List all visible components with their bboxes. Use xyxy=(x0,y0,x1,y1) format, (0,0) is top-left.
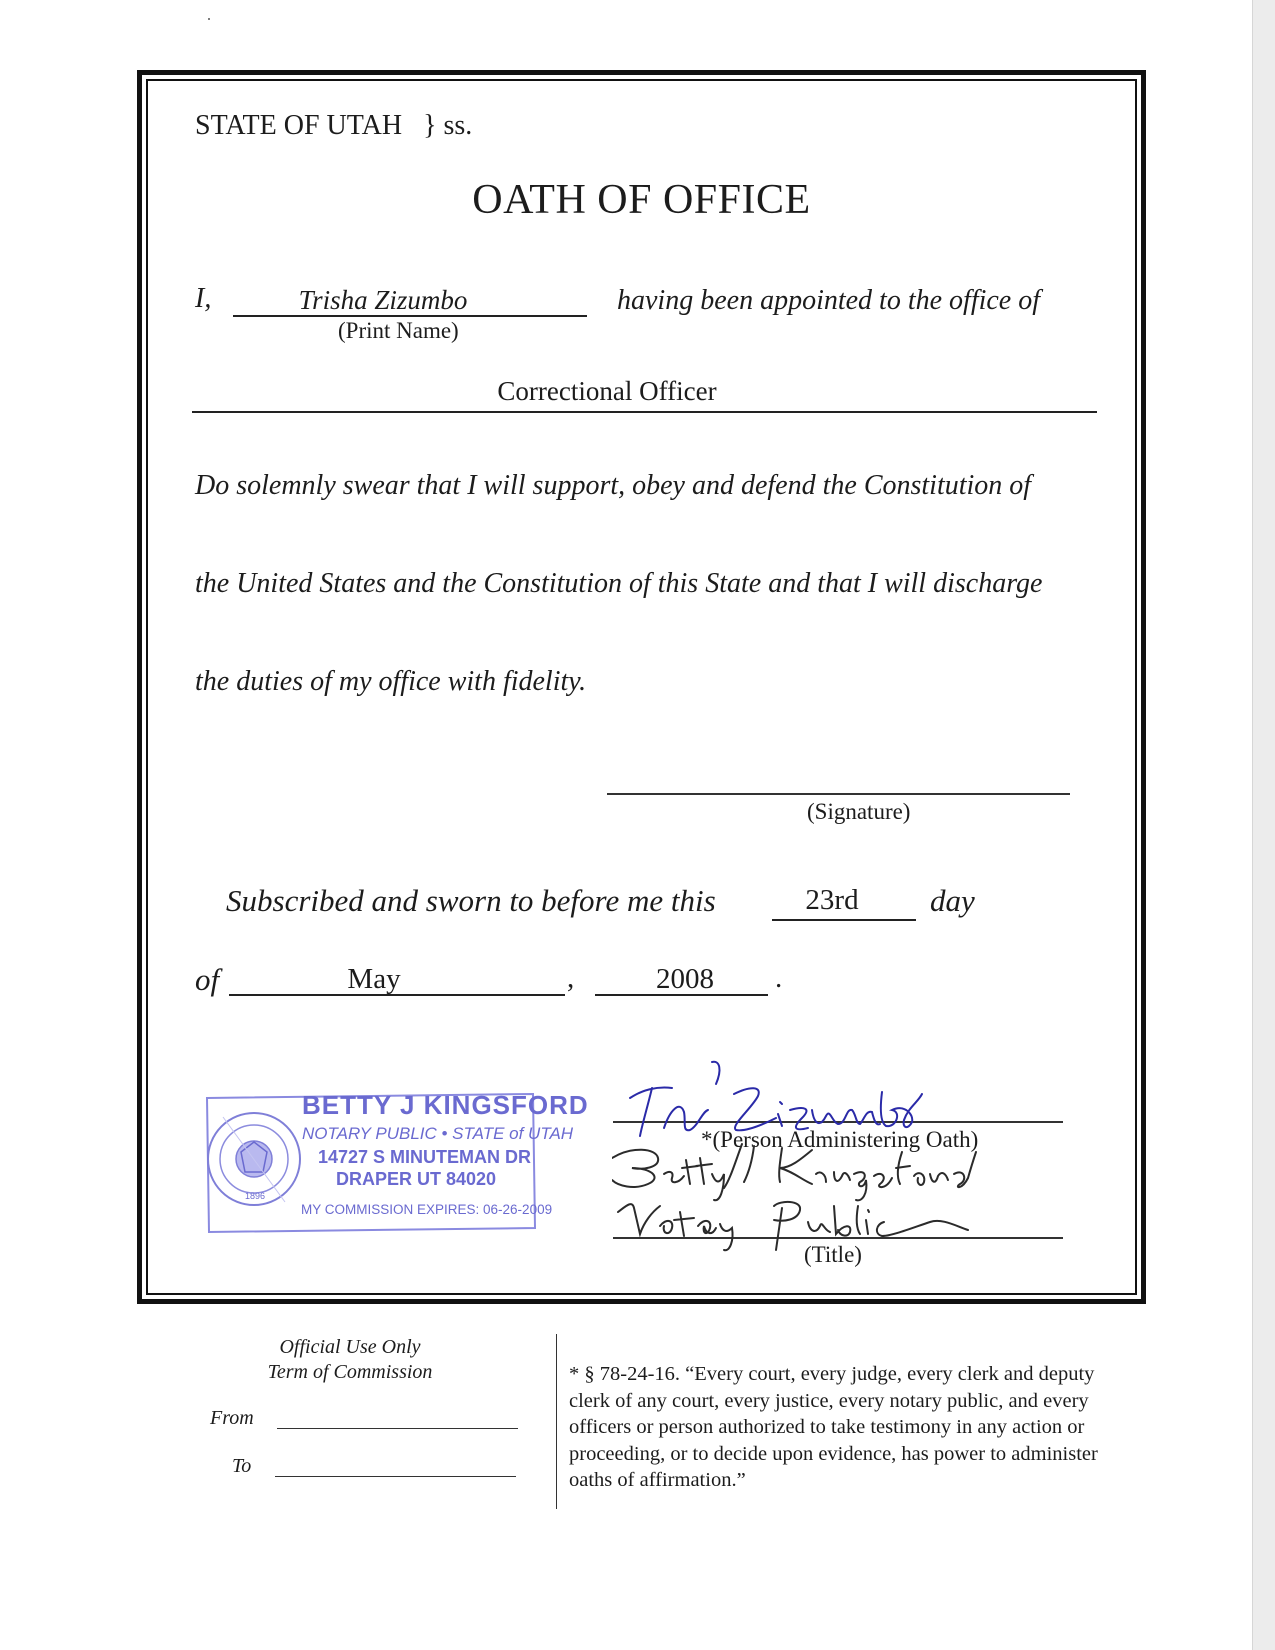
of-word: of xyxy=(195,962,220,997)
signature-caption: (Signature) xyxy=(807,799,911,824)
sworn-prefix: Subscribed and sworn to before me this xyxy=(226,883,716,918)
seal-year: 1896 xyxy=(245,1191,266,1201)
scan-speck xyxy=(208,18,210,20)
oath-line-2: the United States and the Constitution of this State and that I will discharge xyxy=(195,568,1043,599)
oath-line-1: Do solemnly swear that I will support, obey and defend the Constitution of xyxy=(195,470,1032,501)
page-edge xyxy=(1252,0,1275,1650)
term-of-commission-label: Term of Commission xyxy=(267,1361,433,1383)
to-field-line xyxy=(275,1476,516,1477)
office-field: Correctional Officer xyxy=(497,376,717,406)
stamp-address-1: 14727 S MINUTEMAN DR xyxy=(318,1147,532,1167)
year-field-line xyxy=(595,994,768,996)
footer-divider xyxy=(556,1334,557,1509)
handwritten-signatures-icon xyxy=(612,1050,1092,1260)
ss-label: } ss. xyxy=(423,110,473,141)
year-field: 2008 xyxy=(656,963,714,995)
oath-line-3: the duties of my office with fidelity. xyxy=(195,666,587,697)
date-period: . xyxy=(775,962,783,994)
month-field-line xyxy=(229,994,565,996)
administering-caption: *(Person Administering Oath) xyxy=(701,1127,979,1152)
stamp-expires: MY COMMISSION EXPIRES: 06-26-2009 xyxy=(301,1202,553,1217)
state-heading xyxy=(195,110,472,142)
name-field: Trisha Zizumbo xyxy=(298,285,468,315)
statute-text: * § 78-24-16. “Every court, every judge, every clerk and deputy clerk of any court, every justice, every notary public, and every officers or person authorized to take testimony in any action or proceeding, or to decide upon evidence, has power to administer oaths of affirmation.” xyxy=(569,1363,1098,1491)
page-title: OATH OF OFFICE xyxy=(472,177,811,223)
i-label: I, xyxy=(195,283,212,314)
office-field-line xyxy=(192,411,1097,413)
day-field: 23rd xyxy=(805,884,859,916)
date-comma: , xyxy=(567,962,575,994)
title-caption: (Title) xyxy=(804,1242,862,1267)
notary-stamp xyxy=(203,1090,589,1234)
official-use-heading xyxy=(230,1335,470,1385)
stamp-role: NOTARY PUBLIC • STATE of UTAH xyxy=(302,1124,574,1143)
day-field-line xyxy=(772,919,916,921)
from-field-line xyxy=(277,1428,518,1429)
day-word: day xyxy=(930,883,975,918)
signature-line xyxy=(607,793,1070,795)
to-label: To xyxy=(232,1455,252,1477)
stamp-name: BETTY J KINGSFORD xyxy=(302,1090,589,1120)
stamp-address-2: DRAPER UT 84020 xyxy=(336,1169,497,1189)
appointed-text: having been appointed to the office of xyxy=(617,285,1041,316)
state-name: STATE OF UTAH xyxy=(195,110,403,141)
from-label: From xyxy=(210,1407,254,1429)
month-field: May xyxy=(347,963,401,995)
print-name-caption: (Print Name) xyxy=(338,318,459,343)
official-use-label: Official Use Only xyxy=(279,1336,421,1358)
